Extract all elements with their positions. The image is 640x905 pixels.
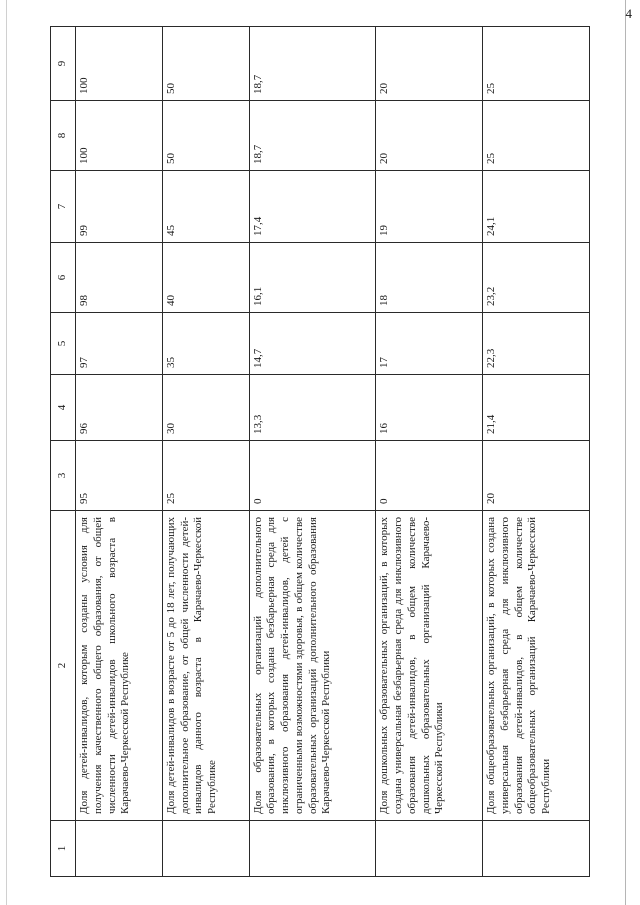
value-cell: 25 — [162, 441, 249, 511]
value-cell: 45 — [162, 171, 249, 243]
table-row — [76, 27, 163, 877]
value-cell: 100 — [76, 101, 163, 171]
row-number-cell — [162, 821, 249, 877]
indicator-cell: Доля детей-инвалидов в возрасте от 5 до 18 лет, получающих дополнительное образование, от общей численности детей-инвалидов данного возраста в Карачаево-Черкесской Республике — [162, 511, 249, 821]
column-header: 5 — [51, 313, 76, 375]
value-cell: 100 — [76, 27, 163, 101]
value-cell: 21,4 — [483, 375, 590, 441]
value-cell: 18,7 — [249, 101, 376, 171]
indicator-cell: Доля общеобразовательных организаций, в которых создана универсальная безбарьерная среда для инклюзивного образования детей-инвалидов, в общем количестве общеобразовательных организаций Карачаево-Черкесской Республики — [483, 511, 590, 821]
value-cell: 20 — [376, 101, 483, 171]
value-cell: 30 — [162, 375, 249, 441]
value-cell: 50 — [162, 101, 249, 171]
row-number-cell — [376, 821, 483, 877]
value-cell: 13,3 — [249, 375, 376, 441]
value-cell: 0 — [249, 441, 376, 511]
value-cell: 22,3 — [483, 313, 590, 375]
column-header: 7 — [51, 171, 76, 243]
column-header: 9 — [51, 27, 76, 101]
value-cell: 40 — [162, 243, 249, 313]
value-cell: 18,7 — [249, 27, 376, 101]
value-cell: 20 — [483, 441, 590, 511]
value-cell: 23,2 — [483, 243, 590, 313]
row-number-cell — [249, 821, 376, 877]
value-cell: 14,7 — [249, 313, 376, 375]
value-cell: 50 — [162, 27, 249, 101]
indicators-table — [50, 26, 590, 877]
value-cell: 17 — [376, 313, 483, 375]
table-row — [376, 27, 483, 877]
indicator-cell: Доля дошкольных образовательных организаций, в которых создана универсальная безбарьерная среда для инклюзивного образования детей-инвалидов, в общем количестве дошкольных образовательных организаций Карачаево-Черкесской Республики — [376, 511, 483, 821]
value-cell: 24,1 — [483, 171, 590, 243]
indicator-cell: Доля детей-инвалидов, которым созданы условия для получения качественного общего образования, от общей численности детей-инвалидов школьного возраста в Карачаево-Черкесской Республике — [76, 511, 163, 821]
column-header: 4 — [51, 375, 76, 441]
column-header: 8 — [51, 101, 76, 171]
row-number-cell — [76, 821, 163, 877]
value-cell: 98 — [76, 243, 163, 313]
value-cell: 35 — [162, 313, 249, 375]
column-header: 2 — [51, 511, 76, 821]
indicator-cell: Доля образовательных организаций дополнительного образования, в которых создана безбарьерная среда для инклюзивного образования детей-инвалидов, детей с ограниченными возможностями здоровья, в общем количестве образовательных организаций дополнительного образования Карачаево-Черкесской Республики — [249, 511, 376, 821]
value-cell: 95 — [76, 441, 163, 511]
page-number: 4 — [625, 6, 632, 21]
value-cell: 18 — [376, 243, 483, 313]
table-row — [483, 27, 590, 877]
value-cell: 16,1 — [249, 243, 376, 313]
value-cell: 16 — [376, 375, 483, 441]
table-header-row — [51, 27, 76, 877]
row-number-cell — [483, 821, 590, 877]
value-cell: 25 — [483, 27, 590, 101]
column-header: 1 — [51, 821, 76, 877]
value-cell: 99 — [76, 171, 163, 243]
value-cell: 17,4 — [249, 171, 376, 243]
value-cell: 0 — [376, 441, 483, 511]
table-row — [249, 27, 376, 877]
scan-edge-right — [625, 0, 626, 905]
column-header: 6 — [51, 243, 76, 313]
value-cell: 97 — [76, 313, 163, 375]
scan-edge-left — [6, 0, 7, 905]
rotated-table-container — [50, 27, 590, 877]
value-cell: 96 — [76, 375, 163, 441]
value-cell: 25 — [483, 101, 590, 171]
table-row — [162, 27, 249, 877]
value-cell: 19 — [376, 171, 483, 243]
column-header: 3 — [51, 441, 76, 511]
value-cell: 20 — [376, 27, 483, 101]
